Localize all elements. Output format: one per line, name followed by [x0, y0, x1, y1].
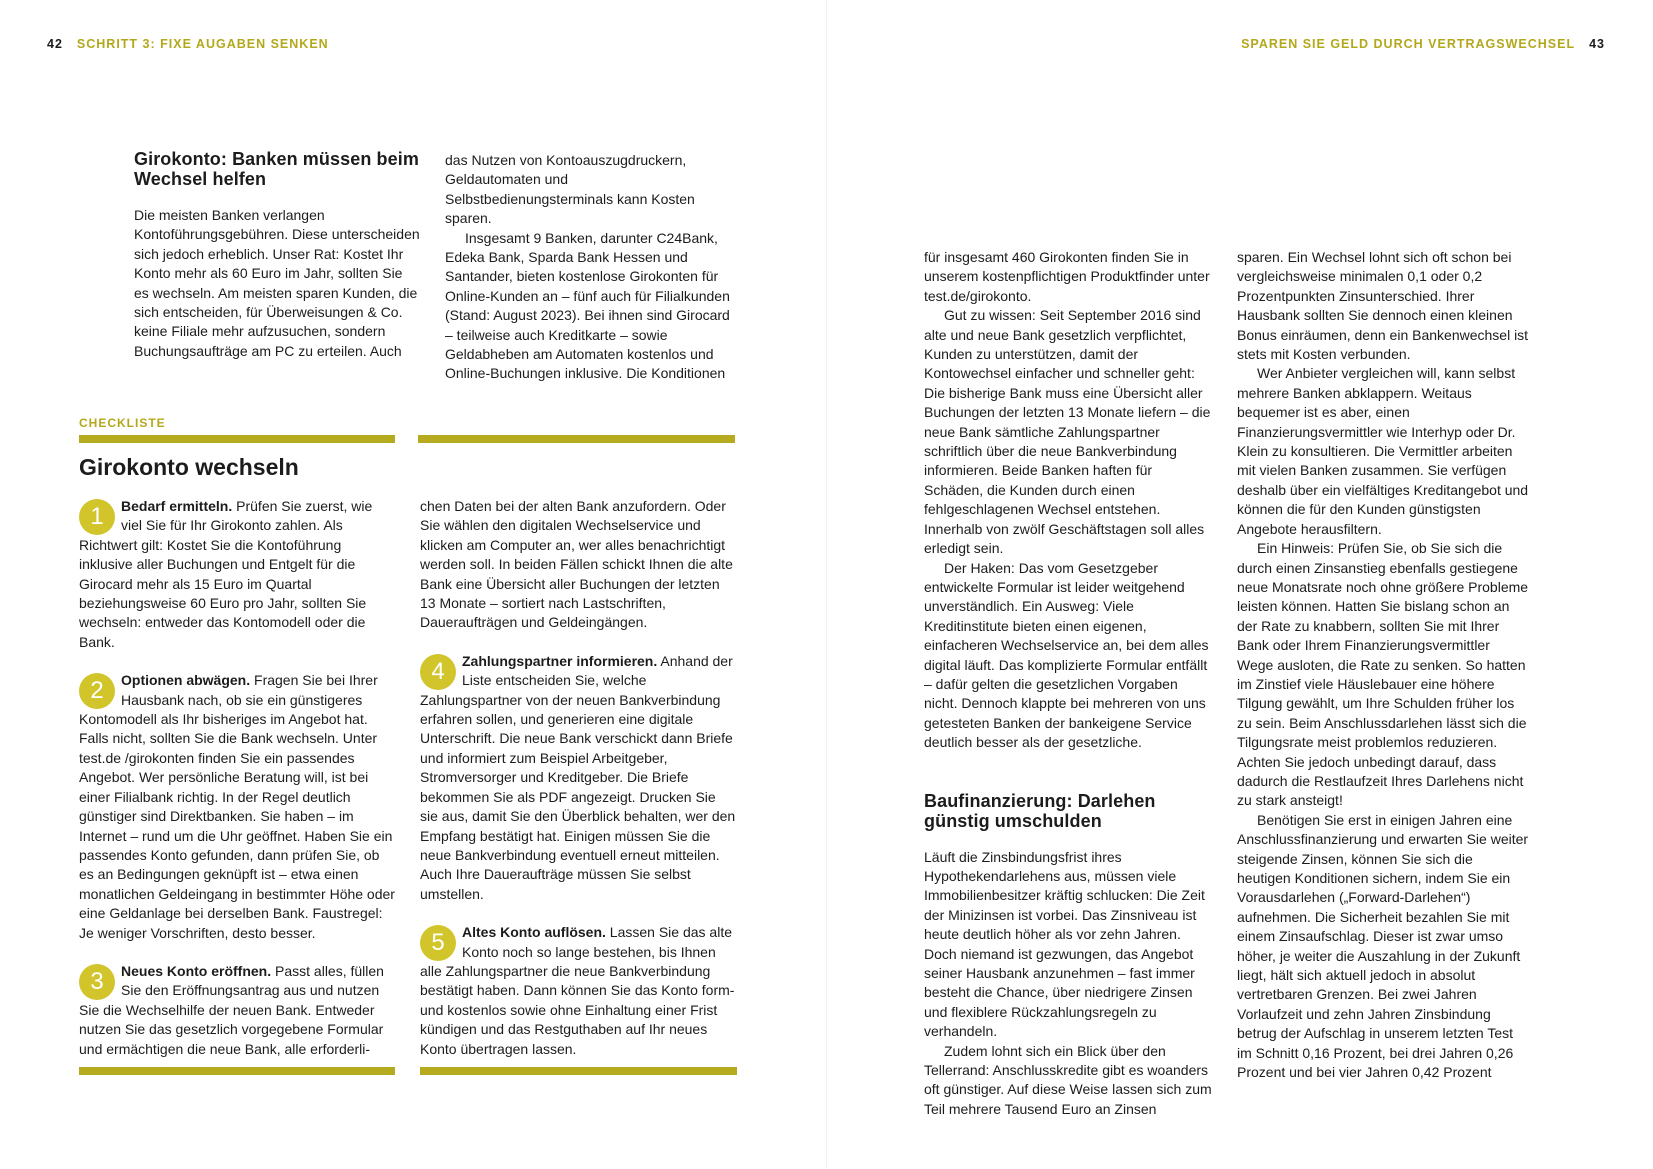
section-title-right: SPAREN SIE GELD DURCH VERTRAGSWECHSEL — [1241, 37, 1576, 51]
step-number-badge: 1 — [79, 499, 115, 535]
checklist-step-2 — [79, 671, 395, 943]
right-col1 — [924, 248, 1215, 1119]
paragraph: das Nutzen von Kontoauszugdruckern, Geldautomaten und Selbstbedienungsterminals kann Kosten sparen. — [445, 152, 695, 227]
page-number-left: 42 — [47, 37, 63, 51]
checklist-label: CHECKLISTE — [79, 416, 166, 430]
step-lead: Bedarf ermitteln. — [121, 498, 233, 514]
checklist-step-4 — [420, 652, 737, 904]
paragraph: Ein Hinweis: Prüfen Sie, ob Sie sich die durch einen Zinsanstieg ebenfalls gestiegene neue Monatsrate noch ohne größere Probleme leisten können. Hatten Sie bislang schon an der Rate zu knabbern, sollten Sie mit Ihrer Bank oder Ihrem Finanzierungsvermittler Wege ausloten, die Rate zu senken. So hatten im Zinstief viele Häuslebauer eine höhere Tilgung gewählt, um Ihre Schulden früher los zu sein. Beim Anschlussdarlehen lässt sich die Tilgungsrate meist problemlos reduzieren. Achten Sie jedoch unbedingt darauf, dass dadurch die Restlaufzeit Ihres Darlehens nicht zu stark ansteigt! — [1237, 540, 1529, 809]
section-title-left: SCHRITT 3: FIXE AUGABEN SENKEN — [76, 37, 329, 51]
step-3-continuation: chen Daten bei der alten Bank anzufordern. Oder Sie wählen den digitalen Wechselservice und klicken am Computer an, wer alles benachrichtigt werden soll. In beiden Fällen schickt Ihnen die alte Bank eine Übersicht aller Buchungen der letzten 13 Monate – sortiert nach Lastschriften, Daueraufträgen und Geldeingängen. — [420, 498, 733, 631]
step-lead: Optionen abwägen. — [121, 672, 251, 689]
checklist-top-rule-right — [418, 435, 735, 443]
paragraph: Die meisten Banken verlangen Kontoführungsgebühren. Diese unterscheiden sich jedoch erheblich. Unser Rat: Kostet Ihr Konto mehr als 60 Euro im Jahr, sollten Sie es wechseln. Am meisten sparen Kunden, die sich entscheiden, für Überweisungen & Co. keine Filiale mehr aufzusuchen, sondern Buchungsaufträge am PC zu erteilen. Auch — [134, 207, 420, 359]
paragraph: Der Haken: Das vom Gesetzgeber entwickelte Formular ist leider weitgehend unverständlich. Ein Ausweg: Viele Kreditinstitute bieten einen eigenen, einfacheren Wechselservice an, bei dem alles digital läuft. Das komplizierte Formular entfällt – dafür gelten die gesetzlichen Vorgaben nicht. Dennoch klappte bei mehreren von uns getesteten Banken der bankeigene Service deutlich besser als der gesetzliche. — [924, 559, 1209, 751]
paragraph: Insgesamt 9 Banken, darunter C24Bank, Edeka Bank, Sparda Bank Hessen und Santander, bieten kostenlose Girokonten für Online-Kunden an – fünf auch für Filialkunden (Stand: August 2023). Bei ihnen sind Girocard – teilweise auch Kreditkarte – sowie Geldabheben am Automaten kostenlos und Online-Buchungen inklusive. Die Konditionen — [445, 229, 730, 382]
girokonto-article-col1 — [134, 149, 420, 361]
checklist-bottom-rule-right — [420, 1067, 737, 1075]
checklist-step-3 — [79, 962, 395, 1059]
paragraph: Benötigen Sie erst in einigen Jahren eine Anschlussfinanzierung und erwarten Sie weiter steigende Zinsen, können Sie sich die heutigen Konditionen sichern, indem Sie ein Vorausdarlehen („Forward-Darlehen“) aufnehmen. Die Sicherheit bezahlen Sie mit einem Zinsaufschlag. Dieser ist zwar umso höher, je weiter die Auszahlung in der Zukunft liegt, hält sich aktuell jedoch in absolut vertretbaren Grenzen. Bei zwei Jahren Vorlaufzeit und zehn Jahren Zinsbindung betrug der Aufschlag in unserem letzten Test im Schnitt 0,16 Prozent, bei drei Jahren 0,26 Prozent und bei vier Jahren 0,42 Prozent — [1237, 811, 1529, 1081]
checklist-step-1 — [79, 497, 395, 652]
checklist-col2 — [420, 497, 737, 1059]
step-lead: Zahlungspartner informieren. — [462, 652, 658, 669]
checklist-bottom-rule-left — [79, 1067, 395, 1075]
checklist-col1 — [79, 497, 395, 1059]
paragraph: für insgesamt 460 Girokonten finden Sie in unserem kostenpflichtigen Produktfinder unter test.de/girokonto. — [924, 249, 1210, 304]
checklist-step-5 — [420, 923, 737, 1059]
paragraph: Gut zu wissen: Seit September 2016 sind alte und neue Bank gesetzlich verpflichtet, Kunden zu unterstützen, damit der Kontowechsel einfacher und schneller geht: Die bisherige Bank muss eine Übersicht aller Buchungen der letzten 13 Monate liefern – die neue Bank sämtliche Zahlungspartner schriftlich über die neue Bankverbindung informieren. Beide Banken haften für Schäden, die Kunden durch einen fehlgeschlagenen Wechsel entstehen. Innerhalb von zwölf Geschäftstagen soll alles erledigt sein. — [924, 307, 1211, 557]
step-text: Fragen Sie bei Ihrer Hausbank nach, ob sie ein günstigeres Kontomodell als Ihr bisheriges im Angebot hat. Falls nicht, sollten Sie die Bank wechseln. Unter test.de /girokonten finden Sie ein passendes Angebot. Wer persönliche Beratung will, ist bei einer Filialbank richtig. In der Regel deutlich günstiger sind Direktbanken. Sie haben – im Internet – rund um die Uhr geöffnet. Haben Sie ein passendes Konto gefunden, dann prüfen Sie, ob es an Bedingungen geknüpft ist – etwa einen monatlichen Geldeingang in bestimmter Höhe oder eine Geldanlage bei derselben Bank. Faustregel: Je weniger Vorschriften, desto besser. — [79, 672, 395, 941]
step-number-badge: 4 — [420, 654, 456, 690]
checklist-title: Girokonto wechseln — [79, 454, 299, 480]
step-text: Passt alles, füllen Sie den Eröffnungsantrag aus und nutzen Sie die Wechselhilfe der neuen Bank. Entweder nutzen Sie das gesetzlich vorgegebene Formular und ermächtigen die neue Bank, alle erforderli- — [79, 962, 384, 1057]
paragraph: Läuft die Zinsbindungsfrist ihres Hypothekendarlehens aus, müssen viele Immobilienbesitzer kräftig schlucken: Die Zeit der Minizinsen ist vorbei. Das Zinsniveau ist heute deutlich höher als vor zehn Jahren. Doch niemand ist gezwungen, das Angebot seiner Hausbank anzunehmen – fast immer besteht die Chance, über niedrigere Zinsen und flexiblere Rückzahlungsregeln zu verhandeln. — [924, 848, 1205, 1040]
paragraph: Wer Anbieter vergleichen will, kann selbst mehrere Banken abklappern. Weitaus bequemer ist es aber, einen Finanzierungsvermittler wie Interhyp oder Dr. Klein zu konsultieren. Die Vermittler arbeiten mit vielen Banken zusammen. Sie verfügen deshalb über ein vielfältiges Kreditangebot und können die für den Kunden günstigsten Angebote herausfiltern. — [1237, 365, 1529, 537]
page-number-right: 43 — [1589, 37, 1605, 51]
girokonto-heading: Girokonto: Banken müssen beim Wechsel helfen — [134, 149, 419, 189]
baufinanzierung-heading: Baufinanzierung: Darlehen günstig umschulden — [924, 790, 1156, 831]
left-page — [0, 0, 826, 1169]
step-number-badge: 5 — [420, 925, 456, 961]
step-text: Anhand der Liste entscheiden Sie, welche Zahlungspartner von der neuen Bankverbindung erfahren sollen, und generieren eine digitale Unterschrift. Die neue Bank verschickt dann Briefe und informiert zum Beispiel Arbeitgeber, Stromversorger und Kreditgeber. Die Briefe bekommen Sie als PDF angezeigt. Drucken Sie sie aus, damit Sie den Überblick behalten, wer den Empfang bestätigt hat. Einigen müssen Sie die neue Bankverbindung eventuell erneut mitteilen. Auch Ihre Daueraufträge müssen Sie selbst umstellen. — [420, 652, 736, 902]
step-text: Prüfen Sie zuerst, wie viel Sie für Ihr Girokonto zahlen. Als Richtwert gilt: Kostet Sie die Kontoführung inklusive aller Buchungen und Entgelt für die Girocard mehr als 15 Euro im Quartal beziehungsweise 60 Euro pro Jahr, sollten Sie wechseln: entweder das Kontomodell oder die Bank. — [79, 498, 373, 650]
step-number-badge: 2 — [79, 673, 115, 709]
step-lead: Neues Konto eröffnen. — [121, 962, 272, 979]
paragraph: sparen. Ein Wechsel lohnt sich oft schon bei vergleichsweise minimalen 0,1 oder 0,2 Prozentpunkten Zinsunterschied. Ihrer Hausbank sollten Sie dennoch einen kleinen Bonus einräumen, denn ein Bankenwechsel ist stets mit Kosten verbunden. — [1237, 249, 1529, 363]
checklist-top-rule-left — [79, 435, 395, 443]
girokonto-article-col2 — [445, 151, 735, 384]
running-header-right — [1241, 37, 1605, 51]
right-col2 — [1237, 248, 1530, 1082]
step-number-badge: 3 — [79, 964, 115, 1000]
paragraph: Zudem lohnt sich ein Blick über den Tellerrand: Anschlusskredite gibt es woanders oft günstiger. Auf diese Weise lassen sich zum Teil mehrere Tausend Euro an Zinsen — [924, 1042, 1212, 1117]
step-text: Lassen Sie das alte Konto noch so lange bestehen, bis Ihnen alle Zahlungspartner die neue Bankverbindung bestätigt haben. Dann können Sie das Konto form- und kostenlos sowie ohne Einhaltung einer Frist kündigen und das Restguthaben auf Ihr neues Konto übertragen lassen. — [420, 924, 735, 1057]
step-lead: Altes Konto auflösen. — [462, 924, 606, 941]
right-page — [827, 0, 1653, 1169]
running-header-left — [47, 37, 329, 51]
